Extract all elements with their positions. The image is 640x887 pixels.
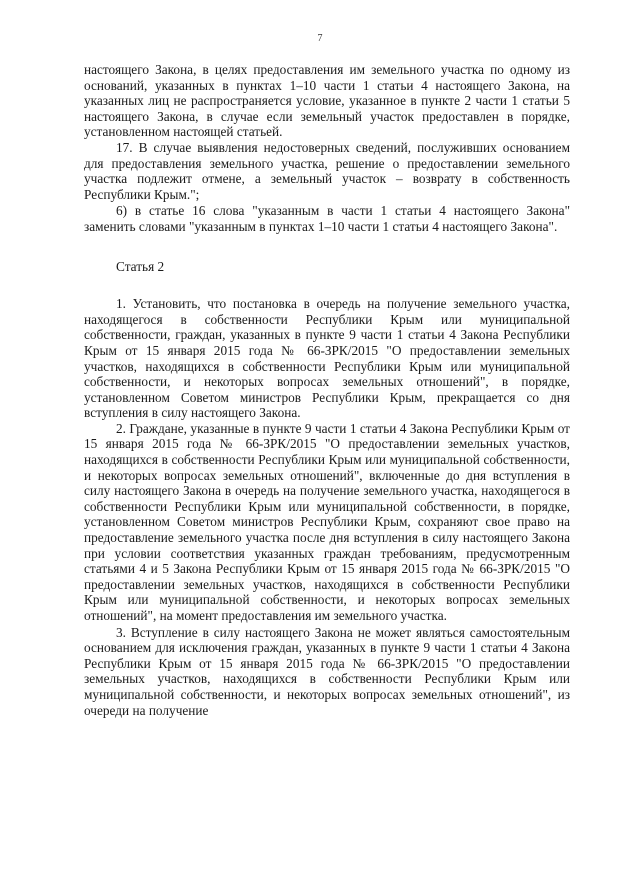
article-2-paragraph-3: 3. Вступление в силу настоящего Закона не может являться самостоятельным основанием для исключения граждан, указанных в пункте 9 части 1 статьи 4 Закона Республики Крым от 15 января 2015 года № 66-ЗРК/2015 "О предоставлении земельных участков, находящихся в собственности Республики Крым или муниципальной собственности, и некоторых вопросах земельных отношений", из очереди на получение (84, 624, 570, 718)
document-body (84, 62, 570, 718)
paragraph-item-6: 6) в статье 16 слова "указанным в части 1 статьи 4 настоящего Закона" заменить словами "указанным в пунктах 1–10 части 1 статьи 4 настоящего Закона". (84, 203, 570, 234)
paragraph-item-17: 17. В случае выявления недостоверных сведений, послуживших основанием для предоставления земельного участка, решение о предоставлении земельного участка подлежит отмене, а земельный участок – возврату в собственность Республики Крым."; (84, 139, 570, 202)
article-heading: Статья 2 (116, 258, 165, 274)
paragraph-continuation: настоящего Закона, в целях предоставления им земельного участка по одному из оснований, указанных в пунктах 1–10 части 1 статьи 4 настоящего Закона, на указанных лиц не распространяется условие, указанное в пункте 2 части 1 статьи 5 настоящего Закона, в случае если земельный участок предоставлен в порядке, установленном настоящей статьей. (84, 62, 570, 140)
page-number: 7 (317, 33, 323, 44)
article-2-paragraph-1: 1. Установить, что постановка в очередь на получение земельного участка, находящегося в собственности Республики Крым или муниципальной собственности, граждан, указанных в пункте 9 части 1 статьи 4 Закона Республики Крым от 15 января 2015 года № 66-ЗРК/2015 "О предоставлении земельных участков, находящихся в собственности Республики Крым или муниципальной собственности, и некоторых вопросах земельных отношений", в порядке, установленном Советом министров Республики Крым, прекращается со дня вступления в силу настоящего Закона. (84, 296, 570, 421)
article-2-paragraph-2: 2. Граждане, указанные в пункте 9 части 1 статьи 4 Закона Республики Крым от 15 января 2015 года № 66-ЗРК/2015 "О предоставлении земельных участков, находящихся в собственности Республики Крым или муниципальной собственности, и некоторых вопросах земельных отношений", включенные до дня вступления в силу настоящего Закона в очередь на получение земельного участка, находящегося в собственности Республики Крым или муниципальной собственности, в порядке, установленном Советом министров Республики Крым, сохраняют свое право на предоставление земельного участка после дня вступления в силу настоящего Закона при условии соответствия указанных граждан требованиям, предусмотренным статьями 4 и 5 Закона Республики Крым от 15 января 2015 года № 66-ЗРК/2015 "О предоставлении земельных участков, находящихся в собственности Республики Крым или муниципальной собственности, и некоторых вопросах земельных отношений", на момент предоставления им земельного участка. (84, 420, 570, 623)
